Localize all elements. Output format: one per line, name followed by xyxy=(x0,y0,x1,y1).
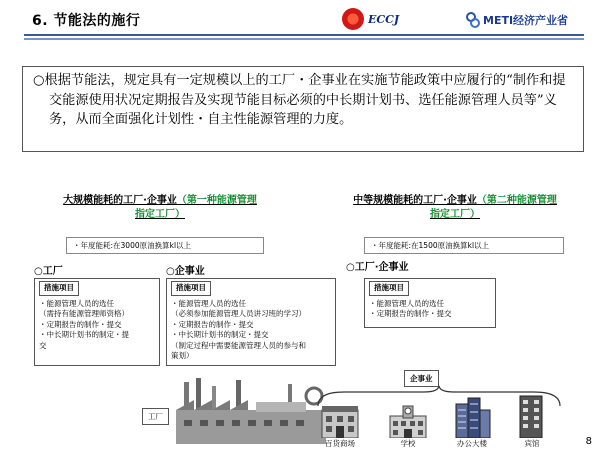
left-heading-type: （第一种能源管理指定工厂） xyxy=(135,195,257,220)
meti-logo xyxy=(466,12,568,28)
measure-tag: 措施项目 xyxy=(39,281,79,296)
summary-text: ○根据节能法，规定具有一定规模以上的工厂・企事业在实施节能政策中应履行的“制作和提交能源使用状况定期报告及实现节能目标必须的中长期计划书、选任能源管理人员等”义务，从而全面强化计划性・自主性能源管理的力度。 xyxy=(33,73,566,127)
meti-logo-text: METI经济产业省 xyxy=(483,14,569,27)
eccj-logo-text: ECCJ xyxy=(368,12,400,26)
eccj-sun-icon xyxy=(342,8,364,30)
slide-header xyxy=(0,0,600,42)
left-factory-label: ○工厂 xyxy=(34,266,63,277)
department-store-icon xyxy=(320,404,360,438)
eccj-logo xyxy=(342,6,432,32)
hotel-icon xyxy=(516,394,546,438)
measure-line: （制定过程中需要能源管理人员的参与和 xyxy=(171,340,306,350)
right-column-heading xyxy=(350,194,560,222)
measure-line: 策划） xyxy=(171,351,194,360)
left-criterion: ・年度能耗:在3000原油换算kl以上 xyxy=(66,237,264,254)
page-number: 8 xyxy=(585,436,592,447)
measure-line: ・定期报告的制作・提交 xyxy=(39,319,122,329)
measure-line: ・能源管理人员的选任 xyxy=(369,298,444,308)
summary-box xyxy=(22,66,584,152)
measure-line: （需持有能源管理师资格） xyxy=(39,309,129,318)
measure-line: （必须参加能源管理人员讲习班的学习） xyxy=(171,309,306,318)
right-criterion: ・年度能耗:在1500原油换算kl以上 xyxy=(364,237,564,254)
factory-illustration xyxy=(176,376,326,446)
measure-line: ・定期报告的制作・提交 xyxy=(369,309,452,318)
measure-line: 交 xyxy=(39,340,47,350)
right-heading-type: （第二种能源管理指定工厂） xyxy=(430,195,557,220)
meti-mark-icon xyxy=(466,12,480,28)
right-entity-measures xyxy=(364,278,496,328)
header-rule xyxy=(24,34,584,40)
measure-line: ・定期报告的制作・提交 xyxy=(171,319,254,329)
company-group-label: 企事业 xyxy=(404,370,439,387)
measure-tag: 措施项目 xyxy=(369,281,409,296)
left-factory-measures xyxy=(34,278,160,366)
office-building-icon xyxy=(452,396,492,438)
left-column-heading xyxy=(60,194,260,222)
caption-hotel: 宾馆 xyxy=(524,439,540,448)
factory-label: 工厂 xyxy=(142,408,169,425)
measure-line: ・能源管理人员的选任 xyxy=(39,298,114,308)
left-company-label: ○企事业 xyxy=(166,266,205,277)
measure-line: ・中长期计划书的制定・提交 xyxy=(171,330,269,339)
school-icon xyxy=(388,404,428,438)
caption-office-building: 办公大楼 xyxy=(457,439,487,448)
page-title: 6. 节能法的施行 xyxy=(32,13,141,29)
measure-line: ・中长期计划书的制定・提 xyxy=(39,330,129,339)
measure-line: ・能源管理人员的选任 xyxy=(171,298,246,308)
left-heading-main: 大规模能耗的工厂·企事业 xyxy=(63,195,177,206)
left-company-measures xyxy=(166,278,336,366)
caption-department-store: 百货商场 xyxy=(325,439,355,448)
caption-school: 学校 xyxy=(400,439,416,448)
right-heading-main: 中等规模能耗的工厂·企事业 xyxy=(353,195,477,206)
right-entity-label: ○工厂·企事业 xyxy=(346,262,409,273)
measure-tag: 措施项目 xyxy=(171,281,211,296)
